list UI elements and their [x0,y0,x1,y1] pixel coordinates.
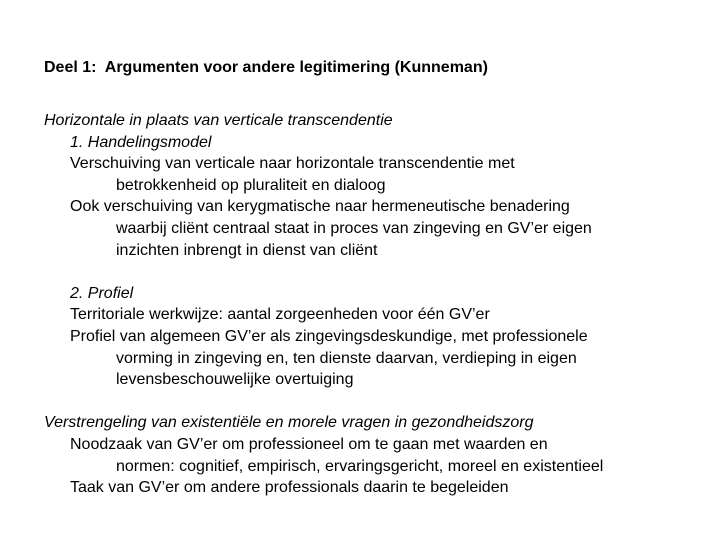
bullet-line-continuation: inzichten inbrengt in dienst van cliënt [116,241,378,259]
bullet-line: Verschuiving van verticale naar horizontale transcendentie met [70,155,515,173]
bullet-line: Taak van GV’er om andere professionals daarin te begeleiden [70,479,509,497]
slide-body [44,110,704,499]
bullet-line: Ook verschuiving van kerygmatische naar hermeneutische benadering [70,198,570,216]
bullet-line: Profiel van algemeen GV’er als zingevingsdeskundige, met professionele [70,327,588,345]
bullet-line-continuation: betrokkenheid op pluraliteit en dialoog [116,176,386,194]
subsection-1-heading: 1. Handelingsmodel [70,133,212,151]
bullet-line-continuation: vorming in zingeving en, ten dienste daarvan, verdieping in eigen [116,349,577,367]
spacer [44,261,704,283]
bullet-line: Territoriale werkwijze: aantal zorgeenheden voor één GV’er [70,306,490,324]
section-2-heading: Verstrengeling van existentiële en morele vragen in gezondheidszorg [44,414,534,432]
spacer [44,391,704,413]
subsection-2-heading: 2. Profiel [70,284,134,302]
bullet-line-continuation: levensbeschouwelijke overtuiging [116,371,354,389]
bullet-line-continuation: normen: cognitief, empirisch, ervaringsgericht, moreel en existentieel [116,457,604,475]
bullet-line: Noodzaak van GV’er om professioneel om te gaan met waarden en [70,435,548,453]
slide-title: Deel 1: Argumenten voor andere legitimering (Kunneman) [44,59,488,76]
section-1-heading: Horizontale in plaats van verticale transcendentie [44,112,393,129]
bullet-line-continuation: waarbij cliënt centraal staat in proces van zingeving en GV’er eigen [116,219,592,237]
